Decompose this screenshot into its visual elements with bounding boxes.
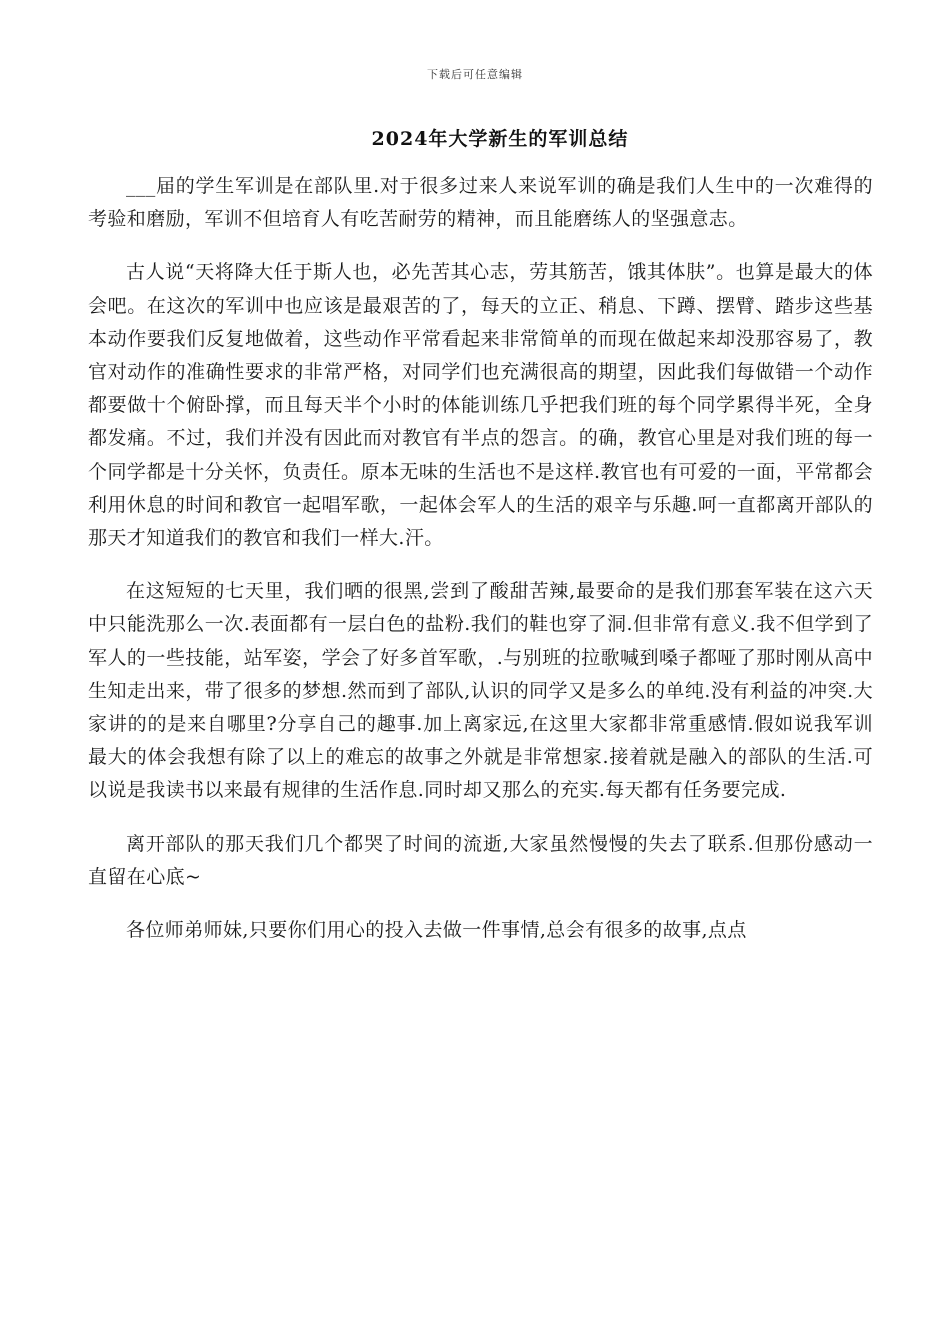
document-body	[88, 170, 873, 947]
header-note: 下载后可任意编辑	[427, 68, 523, 81]
document-title: 2024年大学新生的军训总结	[371, 128, 629, 150]
paragraph-5: 各位师弟师妹,只要你们用心的投入去做一件事情,总会有很多的故事,点点	[126, 919, 747, 942]
paragraph-3: 在这短短的七天里，我们晒的很黑,尝到了酸甜苦辣,最要命的是我们那套军装在这六天中只能洗那么一次.表面都有一层白色的盐粉.我们的鞋也穿了洞.但非常有意义.我不但学到了军人的一些技能，站军姿，学会了好多首军歌，.与别班的拉歌喊到嗓子都哑了那时刚从高中生知走出来，带了很多的梦想.然而到了部队,认识的同学又是多么的单纯.没有利益的冲突.大家讲的的是来自哪里?分享自己的趣事.加上离家远,在这里大家都非常重感情.假如说我军训最大的体会我想有除了以上的难忘的故事之外就是非常想家.接着就是融入的部队的生活.可以说是我读书以来最有规律的生活作息.同时却又那么的充实.每天都有任务要完成.	[88, 580, 873, 802]
paragraph-4: 离开部队的那天我们几个都哭了时间的流逝,大家虽然慢慢的失去了联系.但那份感动一直留在心底~	[88, 832, 873, 888]
paragraph-2: 古人说“天将降大任于斯人也，必先苦其心志，劳其筋苦，饿其体肤”。也算是最大的体会吧。在这次的军训中也应该是最艰苦的了，每天的立正、稍息、下蹲、摆臂、踏步这些基本动作要我们反复地做着，这些动作平常看起来非常简单的而现在做起来却没那容易了，教官对动作的准确性要求的非常严格，对同学们也充满很高的期望，因此我们每做错一个动作都要做十个俯卧撑，而且每天半个小时的体能训练几乎把我们班的每个同学累得半死，全身都发痛。不过，我们并没有因此而对教官有半点的怨言。的确，教官心里是对我们班的每一个同学都是十分关怀，负责任。原本无味的生活也不是这样.教官也有可爱的一面，平常都会利用休息的时间和教官一起唱军歌，一起体会军人的生活的艰辛与乐趣.呵一直都离开部队的那天才知道我们的教官和我们一样大.汗。	[88, 261, 873, 550]
paragraph-1: ___届的学生军训是在部队里.对于很多过来人来说军训的确是我们人生中的一次难得的考验和磨励，军训不但培育人有吃苦耐劳的精神，而且能磨练人的坚强意志。	[88, 175, 873, 231]
